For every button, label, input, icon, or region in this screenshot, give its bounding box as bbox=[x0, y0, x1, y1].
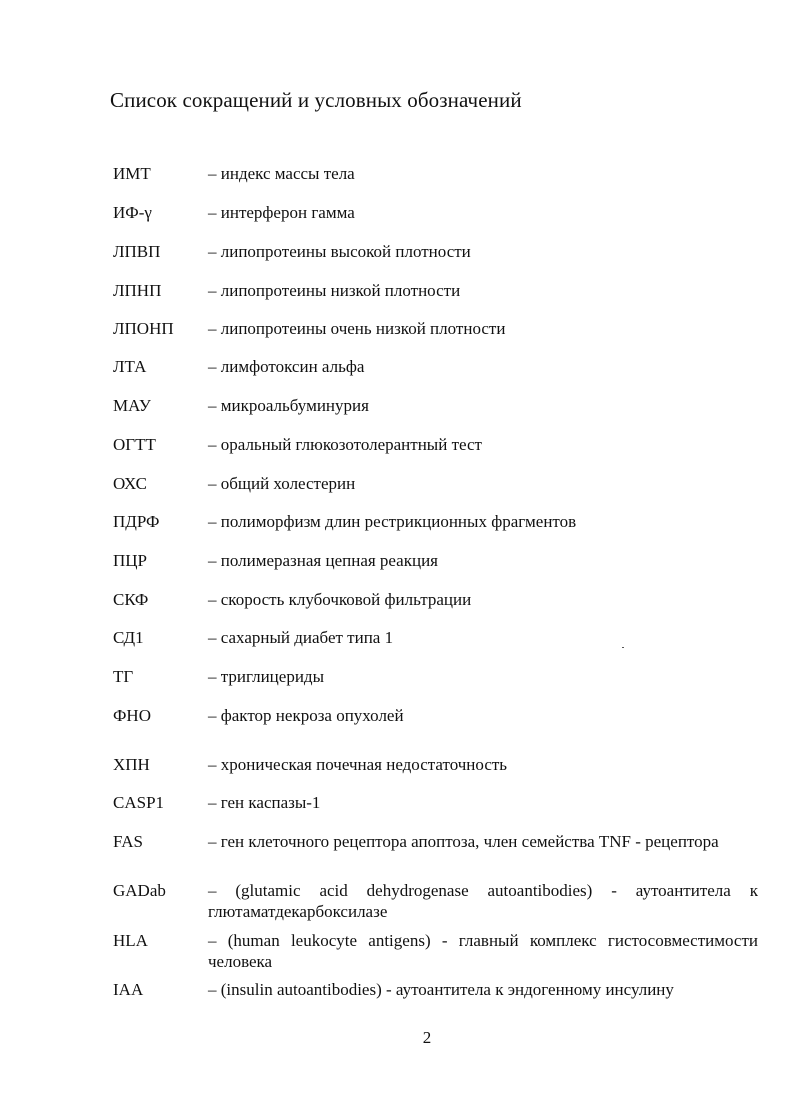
abbreviation-term: СКФ bbox=[113, 590, 149, 609]
abbreviation-term: ИФ-γ bbox=[113, 203, 152, 222]
abbreviation-term: МАУ bbox=[113, 396, 151, 415]
abbreviation-definition: – (insulin autoantibodies) - аутоантитела к эндогенному инсулину bbox=[208, 980, 674, 999]
abbreviation-term: IAA bbox=[113, 980, 144, 999]
abbreviation-entry bbox=[113, 831, 758, 880]
abbreviation-definition: – (glutamic acid dehydrogenase autoantibodies) - аутоантитела к глютаматдекарбоксилазе bbox=[208, 881, 758, 921]
abbreviation-entry bbox=[113, 163, 758, 202]
abbreviation-term: ИМТ bbox=[113, 164, 151, 183]
abbreviation-entry bbox=[113, 241, 758, 280]
abbreviation-term: HLA bbox=[113, 931, 148, 950]
abbreviation-entry bbox=[113, 930, 758, 979]
abbreviation-entry bbox=[113, 280, 758, 318]
abbreviation-definition: – оральный глюкозотолерантный тест bbox=[208, 435, 482, 454]
abbreviation-definition: – липопротеины очень низкой плотности bbox=[208, 319, 506, 338]
abbreviation-term: ФНО bbox=[113, 706, 151, 725]
abbreviation-term: ЛПОНП bbox=[113, 319, 174, 338]
abbreviation-entry bbox=[113, 473, 758, 511]
abbreviation-term: ТГ bbox=[113, 667, 134, 686]
abbreviation-definition: – липопротеины низкой плотности bbox=[208, 281, 461, 300]
abbreviation-term: FAS bbox=[113, 832, 143, 851]
abbreviation-definition: – полимеразная цепная реакция bbox=[208, 551, 439, 570]
abbreviation-entry bbox=[113, 550, 758, 589]
abbreviation-definition: – общий холестерин bbox=[208, 474, 356, 493]
abbreviation-entry bbox=[113, 705, 758, 754]
abbreviation-entry bbox=[113, 318, 758, 356]
abbreviation-entry bbox=[113, 356, 758, 395]
page-number: 2 bbox=[422, 1028, 432, 1047]
abbreviation-entry bbox=[113, 880, 758, 930]
abbreviation-definition: – индекс массы тела bbox=[208, 164, 355, 183]
abbreviation-term: ПЦР bbox=[113, 551, 148, 570]
abbreviation-entry bbox=[113, 627, 758, 666]
abbreviation-definition: – скорость клубочковой фильтрации bbox=[208, 590, 472, 609]
abbreviation-term: СД1 bbox=[113, 628, 144, 647]
abbreviation-term: GADab bbox=[113, 881, 166, 900]
abbreviation-entry bbox=[113, 979, 758, 1009]
abbreviation-term: ХПН bbox=[113, 755, 150, 774]
abbreviation-entry bbox=[113, 792, 758, 831]
abbreviation-entry bbox=[113, 666, 758, 705]
abbreviation-entry bbox=[113, 754, 758, 792]
abbreviation-definition: – липопротеины высокой плотности bbox=[208, 242, 471, 261]
abbreviation-definition: – фактор некроза опухолей bbox=[208, 706, 404, 725]
abbreviation-definition: – хроническая почечная недостаточность bbox=[208, 755, 508, 774]
abbreviation-term: ПДРФ bbox=[113, 512, 160, 531]
abbreviation-term: ЛПВП bbox=[113, 242, 161, 261]
page-title: Список сокращений и условных обозначений bbox=[110, 88, 522, 112]
abbreviation-definition: – (human leukocyte antigens) - главный комплекс гистосовместимости человека bbox=[208, 931, 758, 971]
abbreviation-definition: – ген каспазы-1 bbox=[208, 793, 321, 812]
abbreviation-entry bbox=[113, 511, 758, 550]
abbreviation-term: ЛПНП bbox=[113, 281, 162, 300]
abbreviation-definition: – триглицериды bbox=[208, 667, 324, 686]
scan-speck bbox=[622, 647, 624, 648]
abbreviation-term: ОГТТ bbox=[113, 435, 156, 454]
abbreviation-definition: – интерферон гамма bbox=[208, 203, 355, 222]
abbreviation-definition: – микроальбуминурия bbox=[208, 396, 369, 415]
abbreviation-entry bbox=[113, 589, 758, 627]
abbreviation-entry bbox=[113, 395, 758, 434]
abbreviation-entry bbox=[113, 434, 758, 473]
abbreviation-definition: – сахарный диабет типа 1 bbox=[208, 628, 394, 647]
abbreviation-definition: – ген клеточного рецептора апоптоза, член семейства TNF - рецептора bbox=[208, 832, 719, 851]
abbreviation-definition: – лимфотоксин альфа bbox=[208, 357, 365, 376]
abbreviation-term: ОХС bbox=[113, 474, 147, 493]
abbreviation-list bbox=[113, 163, 758, 1009]
abbreviation-definition: – полиморфизм длин рестрикционных фрагментов bbox=[208, 512, 577, 531]
abbreviation-term: CASP1 bbox=[113, 793, 165, 812]
abbreviation-entry bbox=[113, 202, 758, 241]
abbreviation-term: ЛТА bbox=[113, 357, 147, 376]
